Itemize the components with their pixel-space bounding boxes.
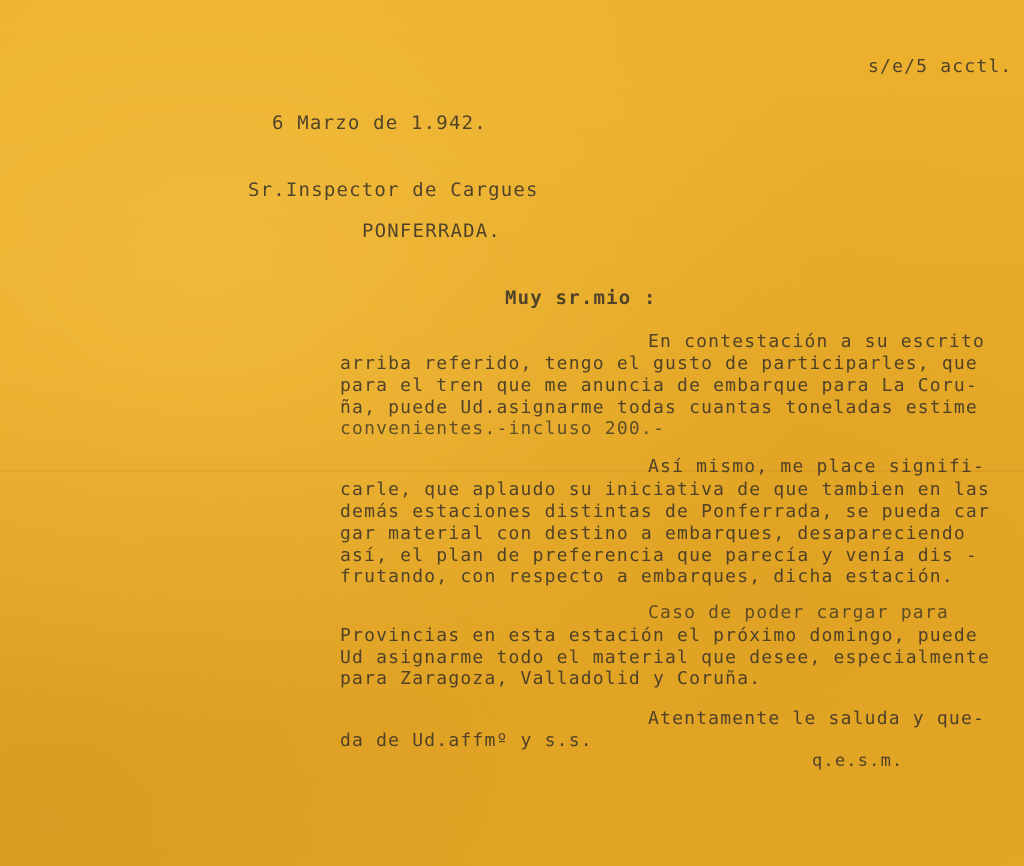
- paragraph-2-line-6: frutando, con respecto a embarques, dicha estación.: [340, 566, 954, 587]
- salutation: Muy sr.mio :: [505, 287, 657, 309]
- paragraph-3-line-4: para Zaragoza, Valladolid y Coruña.: [340, 668, 762, 689]
- paragraph-3-line-2: Provincias en esta estación el próximo domingo, puede: [340, 625, 978, 646]
- letter-date: 6 Marzo de 1.942.: [272, 112, 487, 134]
- paragraph-1-line-1: En contestación a su escrito: [648, 331, 986, 352]
- reference-code: s/e/5 acctl.: [868, 56, 1013, 77]
- paragraph-1-line-2: arriba referido, tengo el gusto de participarles, que: [340, 353, 978, 374]
- paragraph-1-line-3: para el tren que me anuncia de embarque para La Coru-: [340, 375, 978, 396]
- paragraph-2-line-3: demás estaciones distintas de Ponferrada, se pueda car: [340, 501, 990, 522]
- paragraph-1-line-4: ña, puede Ud.asignarme todas cuantas toneladas estime: [340, 397, 978, 418]
- paragraph-2-line-4: gar material con destino a embarques, desapareciendo: [340, 523, 966, 544]
- recipient-title: Sr.Inspector de Cargues: [248, 179, 539, 201]
- paragraph-2-line-1: Así mismo, me place signifi-: [648, 456, 986, 477]
- paragraph-3-line-3: Ud asignarme todo el material que desee, especialmente: [340, 647, 990, 668]
- paragraph-2-line-5: así, el plan de preferencia que parecía y venía dis -: [340, 545, 978, 566]
- paragraph-1-line-5: convenientes.-incluso 200.-: [340, 418, 665, 439]
- closing-line-2: da de Ud.affmº y s.s.: [340, 730, 593, 751]
- closing-line-1: Atentamente le saluda y que-: [648, 708, 986, 729]
- paragraph-2-line-2: carle, que aplaudo su iniciativa de que tambien en las: [340, 479, 990, 500]
- recipient-city: PONFERRADA.: [362, 220, 502, 242]
- paragraph-3-line-1: Caso de poder cargar para: [648, 602, 949, 623]
- closing-initials: q.e.s.m.: [812, 751, 904, 771]
